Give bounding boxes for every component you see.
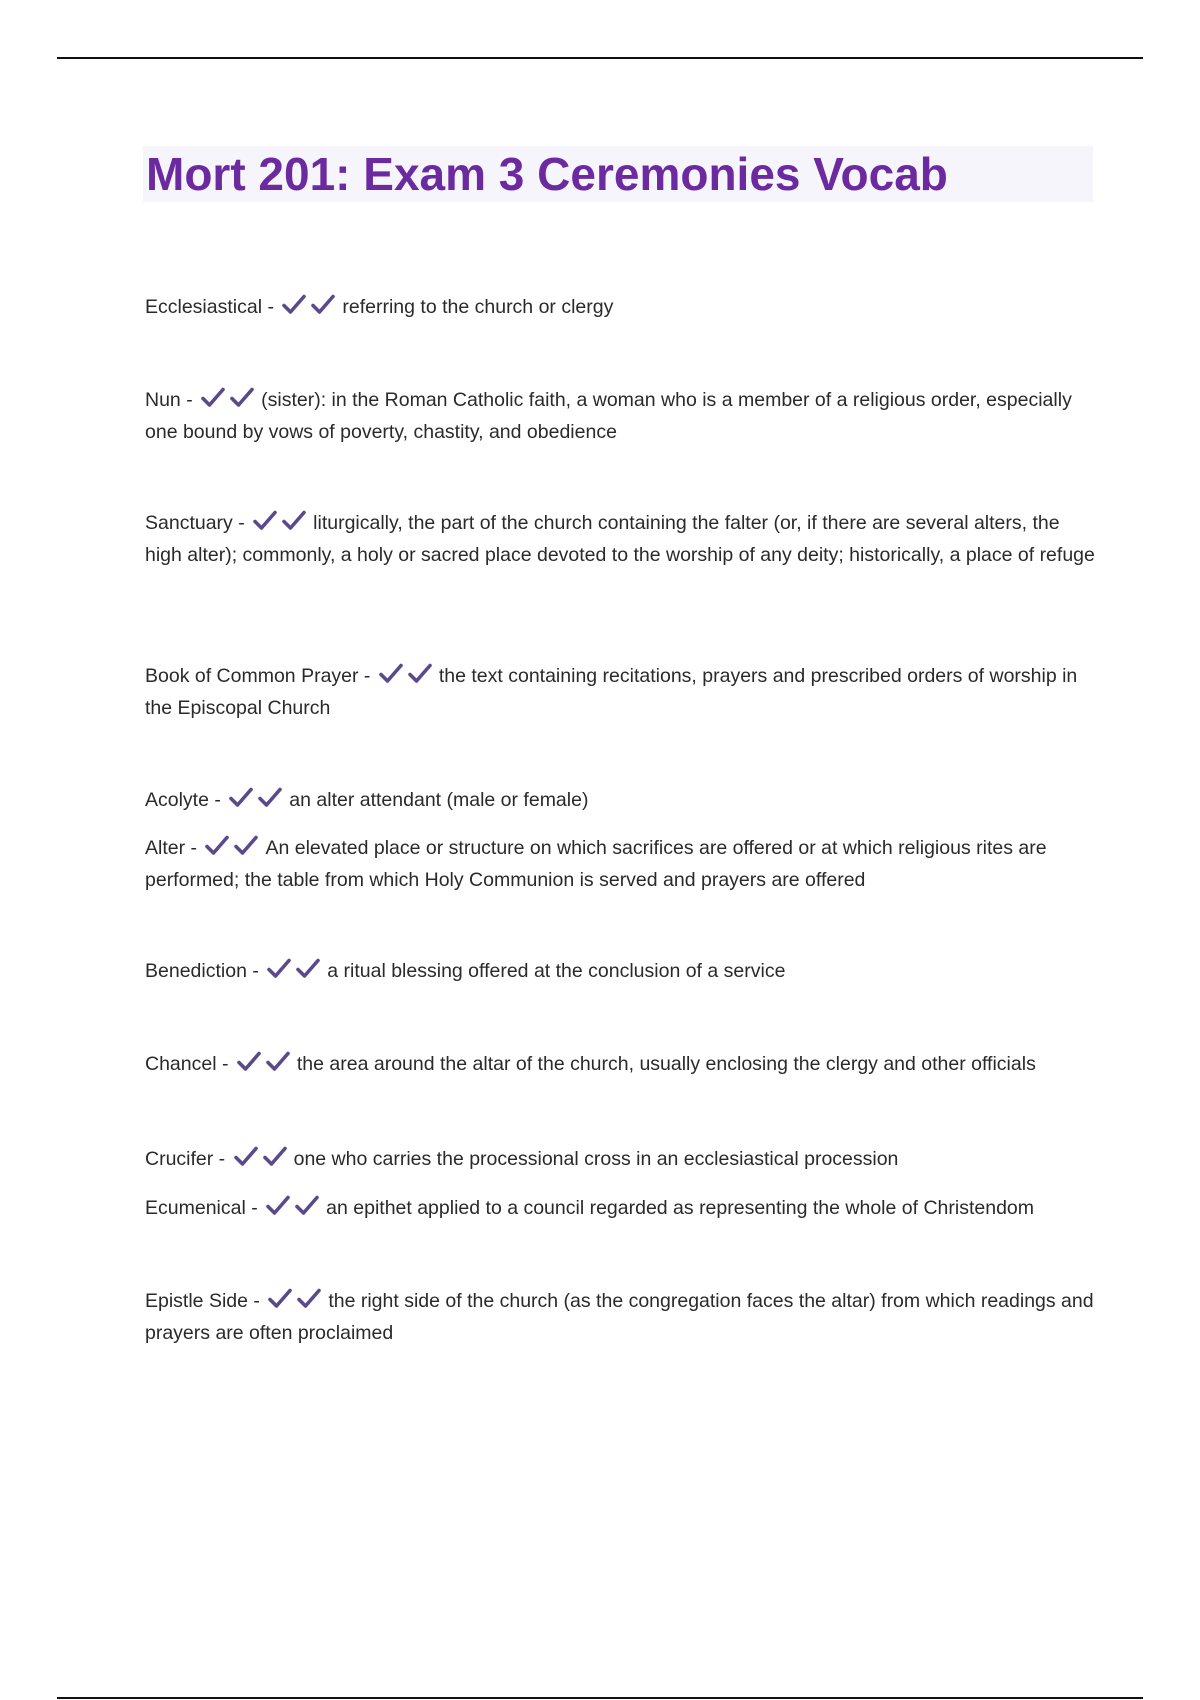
vocab-term: Benediction — [145, 960, 247, 982]
vocab-entry — [145, 786, 1095, 818]
vocab-definition: the text containing recitations, prayers and prescribed orders of worship in the Episcopal Church — [145, 665, 1078, 719]
vocab-entry — [145, 957, 1095, 989]
check-icon — [237, 1051, 261, 1073]
term-separator: - — [213, 1148, 231, 1170]
check-icon — [263, 1146, 287, 1168]
term-separator: - — [180, 389, 199, 411]
vocab-entry — [145, 1287, 1095, 1348]
check-icon — [266, 1051, 290, 1073]
term-separator: - — [208, 789, 227, 811]
check-icon — [379, 663, 403, 685]
check-icon — [266, 1195, 290, 1217]
check-icon — [267, 958, 291, 980]
term-separator: - — [246, 960, 265, 982]
check-icon — [268, 1288, 292, 1310]
vocab-entry — [145, 662, 1095, 723]
double-check-mark — [266, 1195, 324, 1226]
vocab-definition: one who carries the processional cross in an ecclesiastical procession — [293, 1148, 899, 1170]
term-separator: - — [247, 1290, 266, 1312]
term-separator: - — [216, 1053, 234, 1075]
double-check-mark — [205, 835, 263, 866]
vocab-entry — [145, 386, 1095, 447]
bottom-rule — [57, 1697, 1143, 1699]
check-icon — [282, 510, 306, 532]
vocab-definition: (sister): in the Roman Catholic faith, a woman who is a member of a religious order, especially one bound by vows of poverty, chastity, and obedience — [145, 389, 1072, 443]
check-icon — [296, 958, 320, 980]
term-separator: - — [358, 665, 376, 687]
check-icon — [258, 787, 282, 809]
double-check-mark — [253, 510, 311, 541]
check-icon — [282, 294, 306, 316]
vocab-definition: liturgically, the part of the church containing the falter (or, if there are several alters, the high alter); commonly, a holy or sacred place devoted to the worship of any deity; historically, a place of refuge — [145, 512, 1095, 566]
check-icon — [295, 1195, 319, 1217]
vocab-term: Sanctuary — [145, 512, 233, 534]
double-check-mark — [282, 294, 340, 325]
term-separator: - — [185, 837, 203, 859]
vocab-term: Epistle Side — [145, 1290, 248, 1312]
vocab-term: Nun — [145, 389, 181, 411]
vocab-definition: An elevated place or structure on which sacrifices are offered or at which religious rites are performed; the table from which Holy Communion is served and prayers are offered — [145, 837, 1047, 891]
check-icon — [205, 835, 229, 857]
vocab-definition: referring to the church or clergy — [342, 296, 614, 318]
vocab-definition: a ritual blessing offered at the conclusion of a service — [327, 960, 786, 982]
vocab-entry — [145, 509, 1095, 570]
vocab-term: Acolyte — [145, 789, 209, 811]
check-icon — [230, 387, 254, 409]
vocab-entry — [145, 293, 1095, 325]
vocab-entry — [145, 1145, 1095, 1177]
vocab-definition: the area around the altar of the church, usually enclosing the clergy and other officials — [296, 1053, 1036, 1075]
term-separator: - — [245, 1197, 264, 1219]
double-check-mark — [201, 387, 259, 418]
vocab-definition: an epithet applied to a council regarded as representing the whole of Christendom — [326, 1197, 1035, 1219]
vocab-term: Chancel — [145, 1053, 217, 1075]
double-check-mark — [237, 1051, 295, 1082]
vocab-entry — [145, 834, 1095, 895]
check-icon — [253, 510, 277, 532]
page-title: Mort 201: Exam 3 Ceremonies Vocab — [146, 148, 948, 200]
vocab-term: Ecumenical — [145, 1197, 246, 1219]
vocab-definition: an alter attendant (male or female) — [289, 789, 589, 811]
top-rule — [57, 57, 1143, 59]
vocab-entry — [145, 1050, 1095, 1082]
vocab-term: Crucifer — [145, 1148, 214, 1170]
vocab-term: Alter — [145, 837, 186, 859]
check-icon — [311, 294, 335, 316]
double-check-mark — [234, 1146, 292, 1177]
vocab-term: Ecclesiastical — [145, 296, 263, 318]
double-check-mark — [268, 1288, 326, 1319]
check-icon — [234, 835, 258, 857]
check-icon — [201, 387, 225, 409]
term-separator: - — [262, 296, 280, 318]
double-check-mark — [267, 958, 325, 989]
check-icon — [297, 1288, 321, 1310]
check-icon — [229, 787, 253, 809]
check-icon — [234, 1146, 258, 1168]
double-check-mark — [379, 663, 437, 694]
check-icon — [408, 663, 432, 685]
vocab-entry — [145, 1194, 1095, 1226]
term-separator: - — [232, 512, 251, 534]
vocab-definition: the right side of the church (as the congregation faces the altar) from which readings and prayers are often proclaimed — [145, 1290, 1094, 1344]
vocab-term: Book of Common Prayer — [145, 665, 359, 687]
double-check-mark — [229, 787, 287, 818]
title-bar — [143, 146, 1093, 202]
